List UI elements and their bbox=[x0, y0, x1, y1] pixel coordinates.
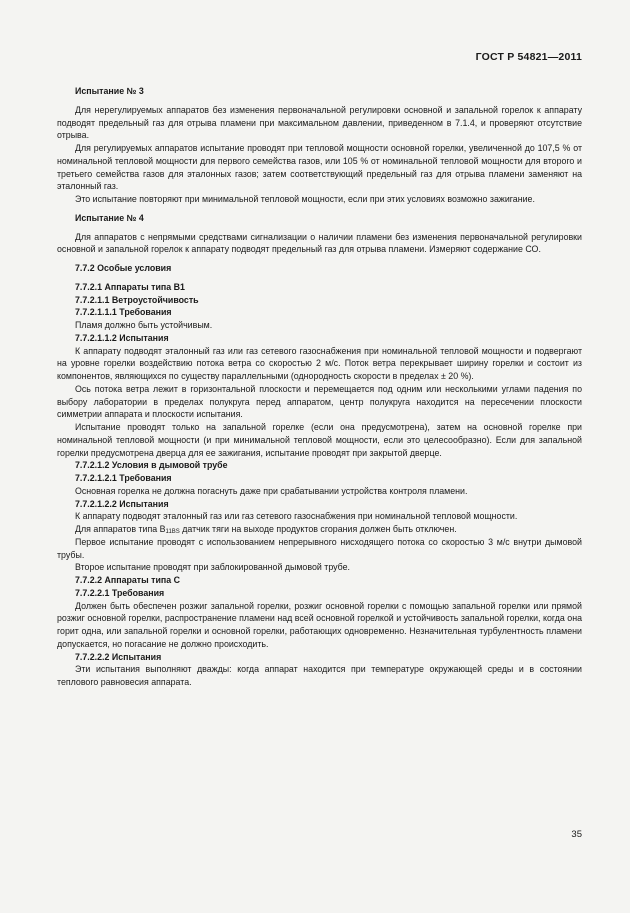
text-fragment: датчик тяги на выходе продуктов сгорания должен быть отключен. bbox=[179, 524, 457, 534]
section-heading: 7.7.2.2.1 Требования bbox=[75, 587, 165, 598]
section-heading: 7.7.2.1 Аппараты типа В1 bbox=[75, 281, 185, 292]
paragraph: К аппарату подводят эталонный газ или газ сетевого газоснабжения при номинальной тепловой мощности и подвергают на уровне горелки воздействию потока ветра со скоростью 2 м/с. Поток ветра перекрывает ширину горелки и состоит из компонентов, являющихся по существу параллельными (однородность скорости в пределах ± 20 %). bbox=[57, 345, 582, 381]
subscript: 11BS bbox=[165, 529, 180, 535]
paragraph: Испытание проводят только на запальной горелке (если она предусмотрена), затем на основной горелке при номинальной тепловой мощности (и при минимальной тепловой мощности, если это целесообразно). Если для запальной горелки предусмотрена дверца для ее зажигания, испытание проводят при закрытой дверце. bbox=[57, 422, 582, 458]
paragraph: Для нерегулируемых аппаратов без изменения первоначальной регулировки основной и запальной горелок к аппарату подводят предельный газ для отрыва пламени при максимальном давлении, приведенном в 7.1.4, и проверяют отсутствие отрыва. bbox=[57, 104, 582, 141]
paragraph: Первое испытание проводят с использованием непрерывного нисходящего потока со скоростью 3 м/с внутри дымовой трубы. bbox=[57, 536, 582, 560]
standard-number: ГОСТ Р 54821—2011 bbox=[475, 51, 582, 63]
text-fragment: Для аппаратов типа В bbox=[75, 524, 166, 534]
section-heading: Испытание № 4 bbox=[75, 212, 144, 223]
section-heading: 7.7.2 Особые условия bbox=[75, 263, 172, 273]
section-heading: 7.7.2.2.2 Испытания bbox=[75, 651, 162, 662]
section-heading: Испытание № 3 bbox=[75, 86, 144, 96]
paragraph: Пламя должно быть устойчивым. bbox=[75, 320, 213, 330]
section-heading: 7.7.2.2 Аппараты типа С bbox=[75, 575, 181, 585]
section-heading: 7.7.2.1.1.2 Испытания bbox=[75, 332, 169, 343]
section-heading: 7.7.2.1.1.1 Требования bbox=[75, 307, 172, 318]
document-body bbox=[57, 79, 582, 689]
paragraph: Для регулируемых аппаратов испытание проводят при тепловой мощности основной горелки, увеличенной до 107,5 % от номинальной тепловой мощности для первого семейства газов, или 105 % от номинальной тепловой мощности для второго и третьего семейства газов для эталонных газов; затем соответствующий предельный газ для отрыва пламени заменяют на эталонный газ. bbox=[57, 143, 582, 192]
page-number: 35 bbox=[571, 829, 582, 840]
paragraph: Должен быть обеспечен розжиг запальной горелки, розжиг основной горелки с помощью запальной горелки или прямой розжиг основной горелки, распространение пламени над всей основной горелкой и устойчивость запальной горелки, когда она горит одна, или запальной горелки и основной горелки, работающих одновременно. Незначительная турбулентность пламени допускается, но погасание не должно происходить. bbox=[57, 600, 582, 649]
paragraph bbox=[57, 523, 582, 536]
paragraph: Основная горелка не должна погаснуть даже при срабатывании устройства контроля пламени. bbox=[75, 485, 468, 496]
paragraph: Второе испытание проводят при заблокированной дымовой трубе. bbox=[75, 562, 351, 573]
section-heading: 7.7.2.1.2.1 Требования bbox=[75, 473, 172, 483]
paragraph: К аппарату подводят эталонный газ или газ сетевого газоснабжения при номинальной тепловой мощности. bbox=[75, 511, 518, 522]
paragraph: Эти испытания выполняют дважды: когда аппарат находится при температуре окружающей среды и в состоянии теплового равновесия аппарата. bbox=[57, 664, 582, 687]
paragraph: Для аппаратов с непрямыми средствами сигнализации о наличии пламени без изменения первоначальной регулировки основной и запальной горелок к аппарату подводят предельный газ для отрыва пламени. Измеряют содержание СО. bbox=[57, 231, 582, 255]
section-heading: 7.7.2.1.2.2 Испытания bbox=[75, 498, 169, 509]
section-heading: 7.7.2.1.2 Условия в дымовой трубе bbox=[75, 460, 228, 471]
paragraph: Ось потока ветра лежит в горизонтальной плоскости и перемещается под одним или несколькими углами падения по выбору лаборатории в пределах полукруга перед аппаратом, центр полукруга находится на пересечении плоскости симметрии аппарата и плоскости испытания. bbox=[57, 383, 582, 420]
section-heading: 7.7.2.1.1 Ветроустойчивость bbox=[75, 294, 199, 305]
paragraph: Это испытание повторяют при минимальной тепловой мощности, если при этих условиях возможно зажигание. bbox=[75, 194, 535, 204]
